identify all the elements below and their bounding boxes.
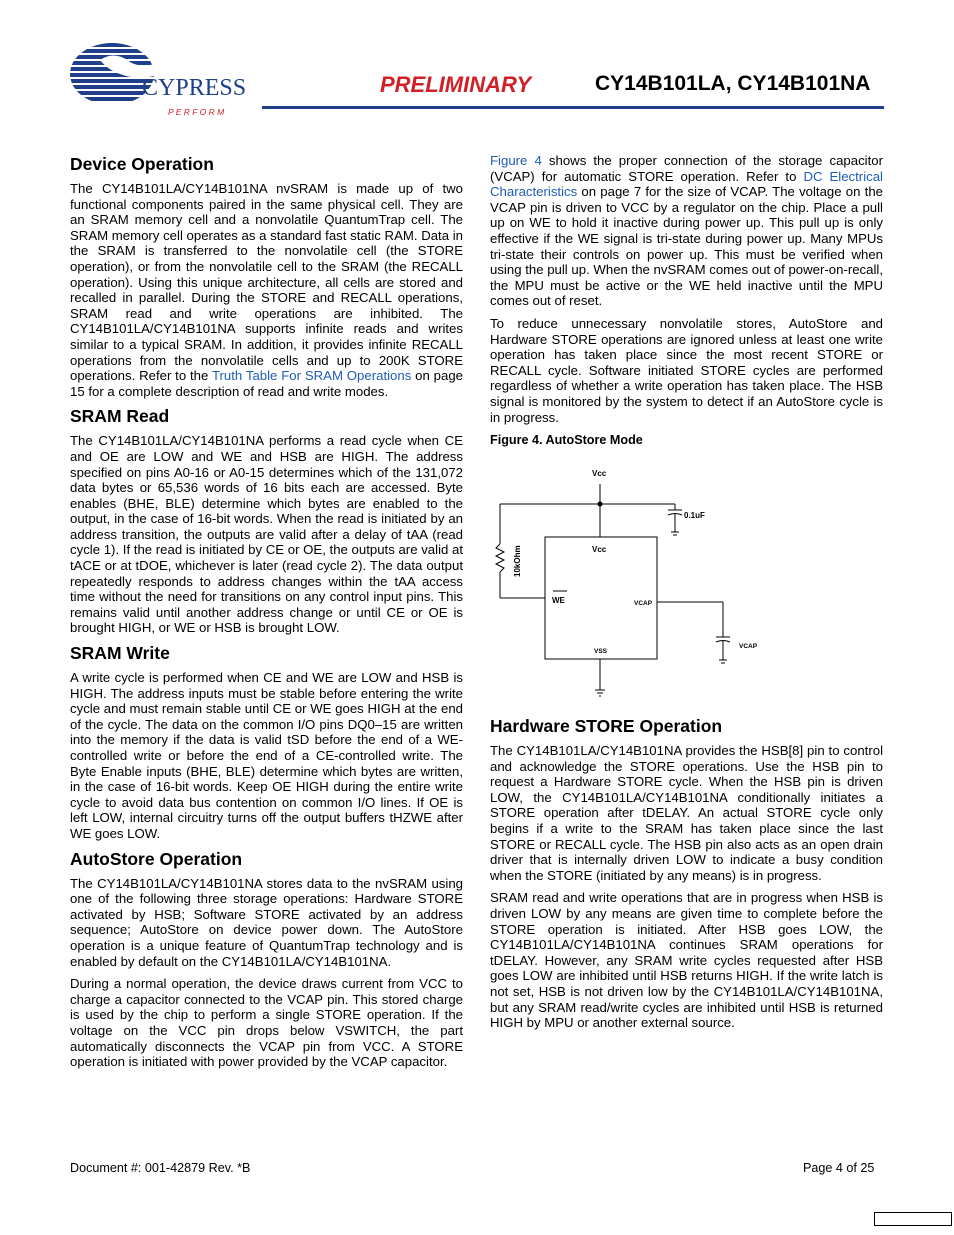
part-numbers-title: CY14B101LA, CY14B101NA [595,72,871,95]
sram-read-heading: SRAM Read [70,406,170,427]
resistor-label: 10kOhm [513,545,522,577]
cap-value-label: 0.1uF [684,511,705,520]
hardware-store-paragraph-2: SRAM read and write operations that are in progress when HSB is driven LOW by any means are given time to complete before the STORE operation is initiated. After HSB goes LOW, the CY14B101LA/CY14B101NA continues SRAM operations for tDELAY. However, any SRAM write cycles requested after HSB goes LOW are inhibited until HSB returns HIGH. If the write latch is not set, HSB is not driven low by the CY14B101LA/CY14B101NA, but any SRAM read/write cycles are inhibited until HSB is returned HIGH by MPU or another external source. [490,890,883,1031]
figure-4-link[interactable]: Figure 4 [490,153,542,168]
chip-vcc-label: Vcc [592,545,607,554]
chip-vss-label: VSS [594,648,608,655]
autostore-paragraph-2: During a normal operation, the device draws current from VCC to charge a capacitor connected to the VCAP pin. This stored charge is used by the chip to perform a single STORE operation. If the voltage on the VCC pin drops below VSWITCH, the part automatically disconnects the VCAP pin from VCC. A STORE operation is initiated with power provided by the VCAP capacitor. [70,976,463,1070]
device-operation-paragraph: The CY14B101LA/CY14B101NA nvSRAM is made up of two functional components paired in the same physical cell. They are an SRAM memory cell and a nonvolatile QuantumTrap cell. The SRAM memory cell operates as a standard fast static RAM. Data in the SRAM is transferred to the nonvolatile cell (the STORE operation), or from the nonvolatile cell to the SRAM (the RECALL operation). Using this unique architecture, all cells are stored and recalled in parallel. During the STORE and RECALL operations, SRAM read and write operations are inhibited. The CY14B101LA/CY14B101NA supports infinite reads and writes similar to a typical SRAM. In addition, it provides infinite RECALL operations from the nonvolatile cells and up to 200K STORE operations. Refer to the Truth Table For SRAM Operations on page 15 for a complete description of read and write modes. [70,181,463,399]
autostore-paragraph-1: The CY14B101LA/CY14B101NA stores data to the nvSRAM using one of the following three storage operations: Hardware STORE activated by HSB; Software STORE activated by an address sequence; AutoStore on device power down. The AutoStore operation is a unique feature of QuantumTrap technology and is enabled by default on the CY14B101LA/CY14B101NA. [70,875,463,969]
logo-text: CYPRESS [142,75,247,101]
page-number: Page 4 of 25 [803,1161,875,1175]
autostore-cont-paragraph-1: Figure 4 shows the proper connection of the storage capacitor (VCAP) for automatic STORE operation. Refer to DC Electrical Characteristics on page 7 for the size of VCAP. The voltage on the VCAP pin is driven to VCC by a regulator on the chip. Place a pull up on WE to hold it inactive during power up. This pull up is only effective if the WE signal is tri-state during power up. Many MPUs tri-state their controls on power up. This must be verified when using the pull up. When the nvSRAM comes out of power-on-recall, the MPU must be active or the WE held inactive until the MPU comes out of reset. [490,153,883,309]
device-operation-heading: Device Operation [70,154,214,174]
hardware-store-paragraph-1: The CY14B101LA/CY14B101NA provides the HSB[8] pin to control and acknowledge the STORE operations. Use the HSB pin to request a Hardware STORE cycle. When the HSB pin is driven LOW, the CY14B101LA/CY14B101NA conditionally initiates a STORE operation after tDELAY. An actual STORE cycle only begins if a write to the SRAM has taken place since the last STORE or RECALL cycle. The HSB pin also acts as an open drain driver that is internally driven LOW to indicate a busy condition when the STORE (initiated by any means) is in progress. [490,743,883,883]
header-rule [262,106,884,109]
dc-electrical-link[interactable]: DC Electrical Characteristics [490,168,883,200]
logo-tagline: P E R F O R M [168,107,225,117]
figure-caption: Figure 4. AutoStore Mode [490,433,643,448]
chip-vcap-label: VCAP [634,600,653,607]
document-number: Document #: 001-42879 Rev. *B [70,1161,251,1175]
preliminary-label: PRELIMINARY [380,72,532,97]
autostore-heading: AutoStore Operation [70,848,243,869]
truth-table-link[interactable]: Truth Table For SRAM Operations [211,368,412,384]
footer-empty-box [874,1212,952,1226]
autostore-schematic [490,462,770,702]
hardware-store-heading: Hardware STORE Operation [490,716,723,736]
chip-we-label: WE [552,596,565,605]
vcc-junction-dot [598,502,603,507]
ext-vcap-label: VCAP [739,643,758,650]
sram-read-paragraph: The CY14B101LA/CY14B101NA performs a read cycle when CE and OE are LOW and WE and HSB are HIGH. The address specified on pins A0-16 or A0-15 determines which of the 131,072 data bytes or 65,536 words of 16 bits each are accessed. Byte enables (BHE, BLE) determine which bytes are enabled to the output, in the case of 16-bit words. When the read is initiated by an address transition, the outputs are valid after a delay of tAA (read cycle 1). If the read is initiated by CE or OE, the outputs are valid at tACE or at tDOE, whichever is later (read cycle 2). The data output repeatedly responds to address changes within the tAA access time without the need for transitions on any control input pins. This remains valid until another address change or until CE or OE is brought HIGH, or WE or HSB is brought LOW. [70,433,463,636]
autostore-cont-paragraph-2: To reduce unnecessary nonvolatile stores, AutoStore and Hardware STORE operations are ignored unless at least one write operation has taken place since the most recent STORE or RECALL cycle. Software initiated STORE cycles are performed regardless of whether a write operation has taken place. The HSB signal is monitored by the system to detect if an AutoStore cycle is in progress. [490,315,883,425]
vcc-top-label: Vcc [592,469,607,478]
sram-write-paragraph: A write cycle is performed when CE and WE are LOW and HSB is HIGH. The address inputs must be stable before entering the write cycle and must remain stable until CE or WE goes HIGH at the end of the cycle. The data on the common I/O pins DQ0–15 are written into the memory if the data is valid tSD before the end of a WE-controlled write or before the end of a CE-controlled write. The Byte Enable inputs (BHE, BLE) determine which bytes are written, in the case of 16-bit words. Keep OE HIGH during the entire write cycle to avoid data bus contention on common I/O lines. If OE is left LOW, internal circuitry turns off the output buffers tHZWE after WE goes LOW. [70,670,463,841]
right-column [490,153,883,449]
cypress-globe-icon [70,40,260,118]
hardware-store-section [490,712,883,1038]
sram-write-heading: SRAM Write [70,643,170,664]
left-column [70,150,463,1077]
cypress-logo [70,40,260,118]
